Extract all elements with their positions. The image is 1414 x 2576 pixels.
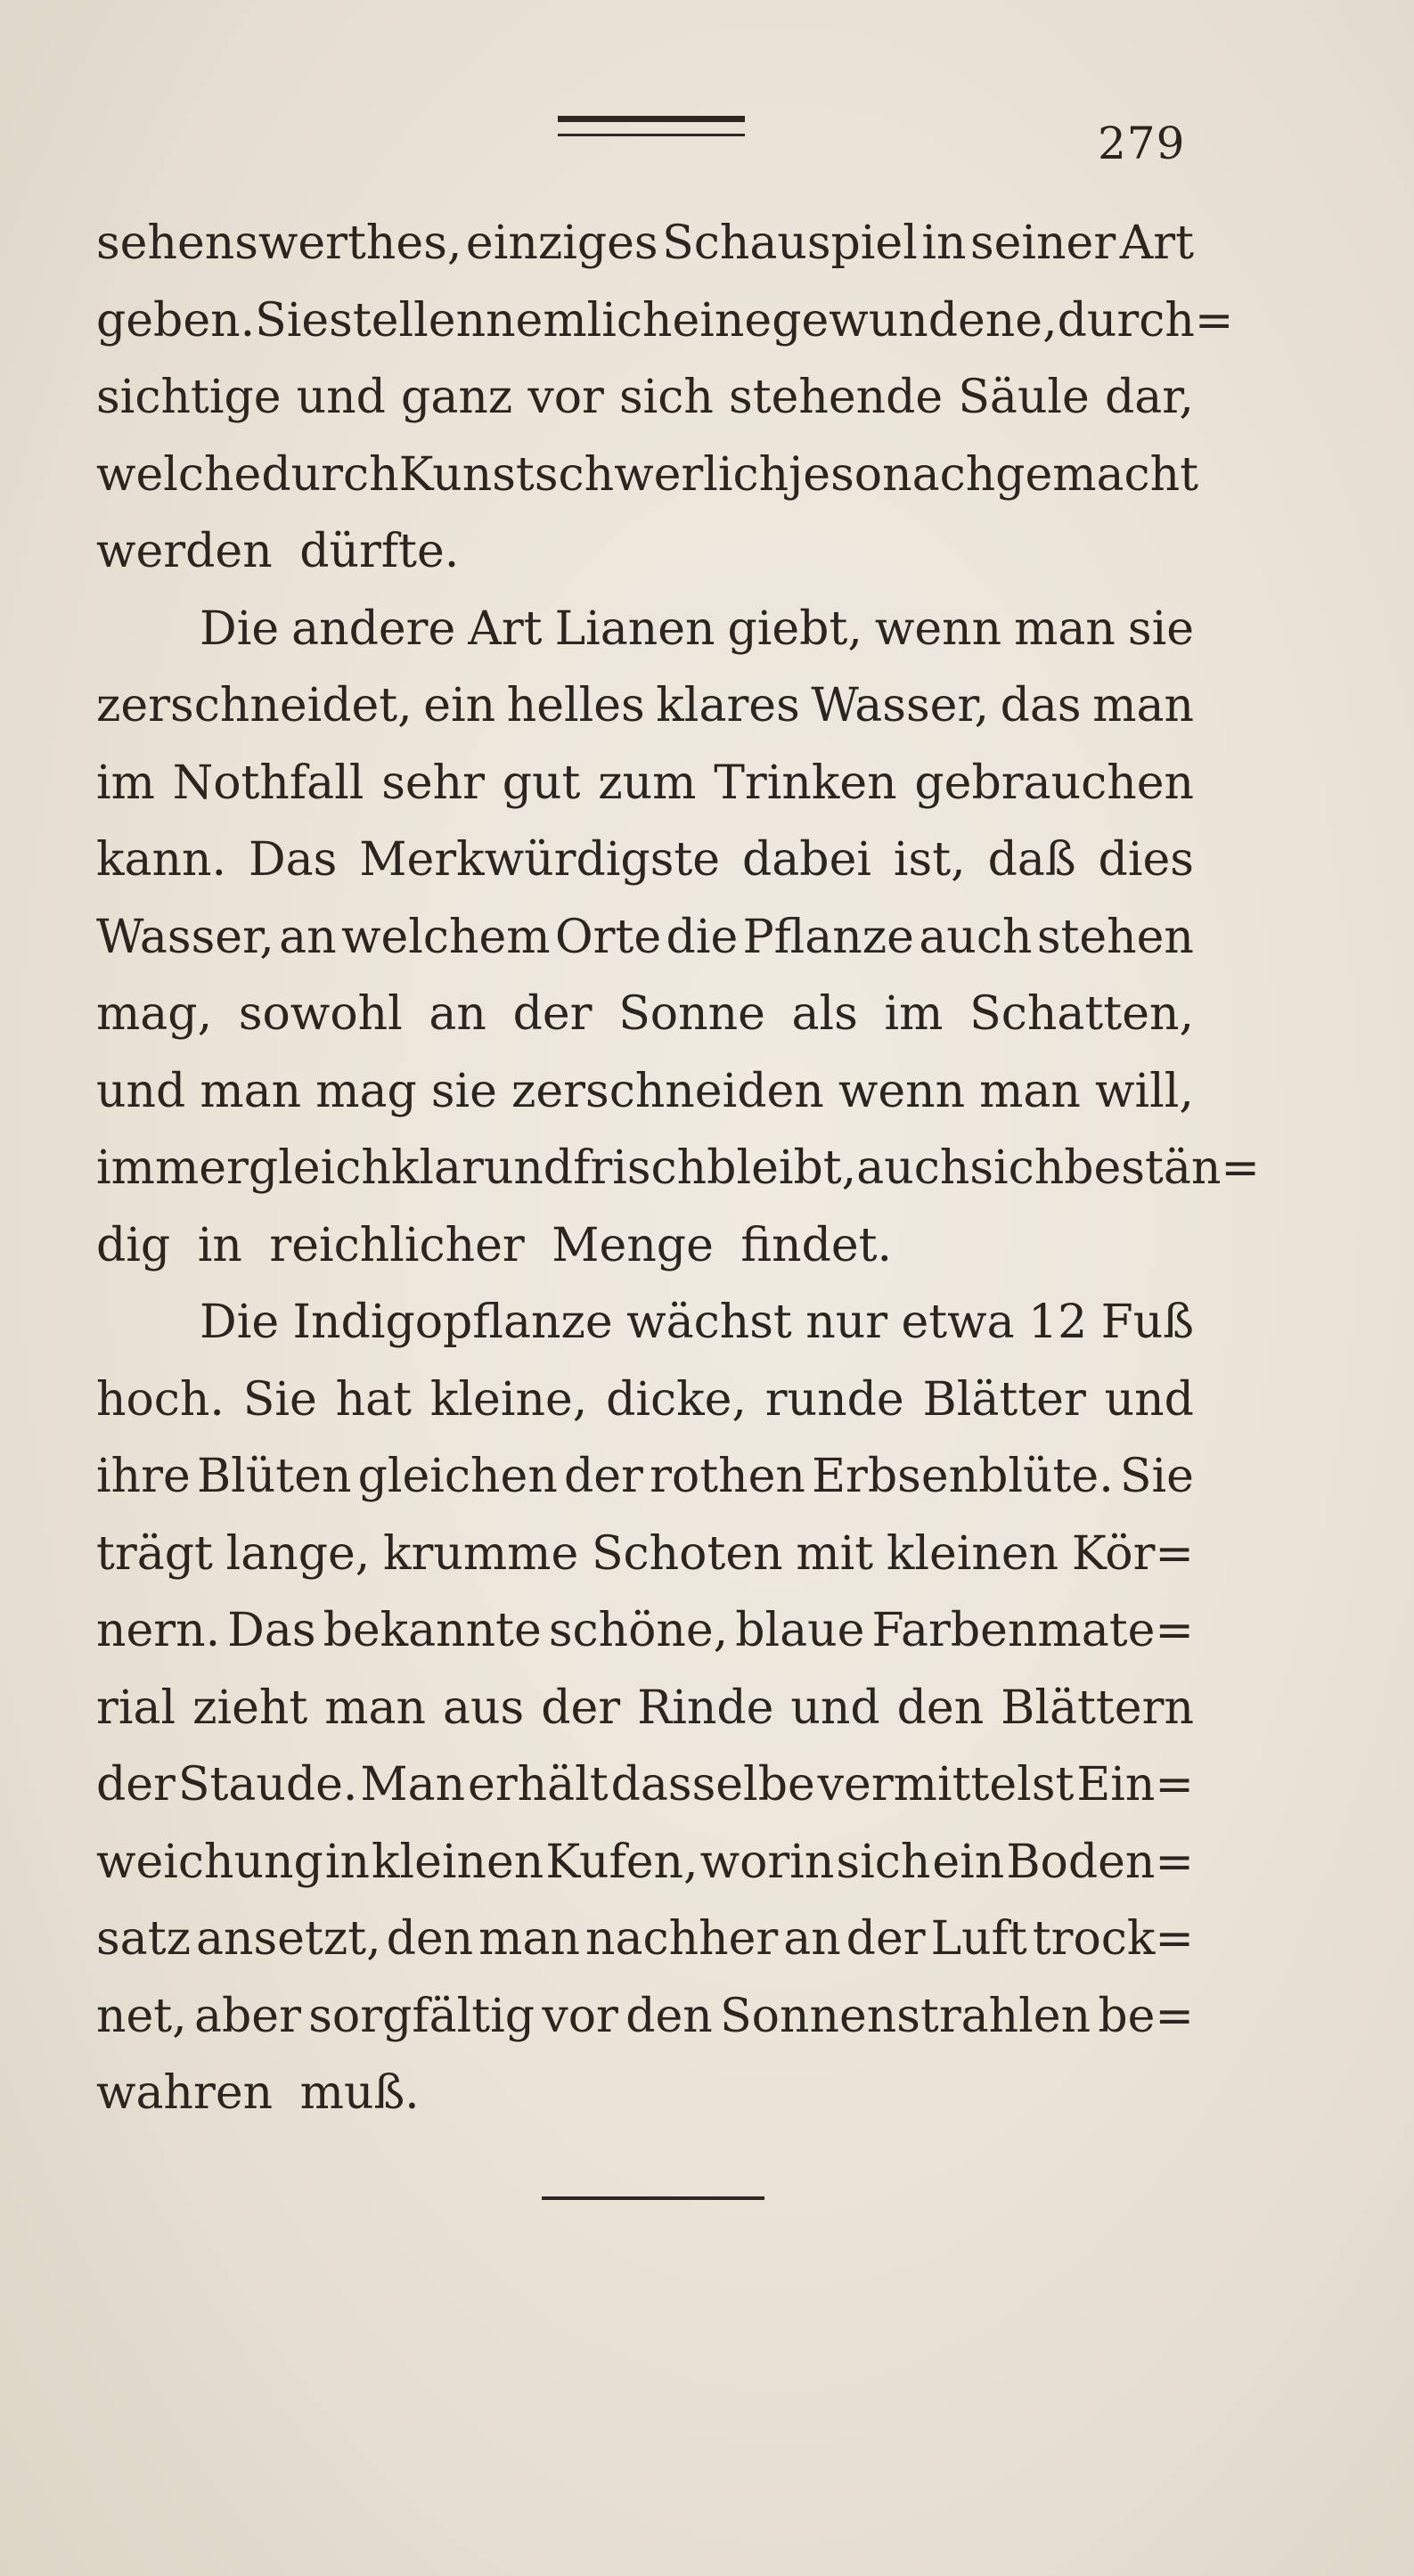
text-line: net, aber sorgfältig vor den Sonnenstrahlen be= bbox=[96, 1989, 1194, 2043]
text-line: trägt lange, krumme Schoten mit kleinen Kör= bbox=[96, 1526, 1194, 1581]
text-line: mag, sowohl an der Sonne als im Schatten, bbox=[96, 987, 1194, 1041]
text-line: satz ansetzt, den man nachher an der Luft trock= bbox=[96, 1912, 1194, 1966]
text-line: ihre Blüten gleichen der rothen Erbsenblüte. Sie bbox=[96, 1450, 1194, 1503]
text-line: immer gleich klar und frisch bleibt, auch sich bestän= bbox=[96, 1141, 1260, 1195]
text-line: im Nothfall sehr gut zum Trinken gebrauchen bbox=[96, 756, 1194, 810]
text-line: nern. Das bekannte schöne, blaue Farbenmate= bbox=[96, 1604, 1194, 1657]
text-line: der Staude. Man erhält dasselbe vermittelst Ein= bbox=[96, 1758, 1194, 1811]
text-line: weichung in kleinen Kufen, worin sich ein Boden= bbox=[96, 1835, 1194, 1889]
text-line: Die andere Art Lianen giebt, wenn man sie bbox=[200, 601, 1194, 656]
text-line: und man mag sie zerschneiden wenn man will, bbox=[96, 1064, 1194, 1118]
page-number: 279 bbox=[1098, 118, 1186, 169]
text-line: werden dürfte. bbox=[96, 525, 460, 578]
text-line: Wasser, an welchem Orte die Pflanze auch stehen bbox=[96, 910, 1194, 964]
text-line: rial zieht man aus der Rinde und den Blättern bbox=[96, 1681, 1194, 1735]
text-line: zerschneidet, ein helles klares Wasser, das man bbox=[96, 679, 1194, 732]
text-line: welche durch Kunst schwerlich je so nachgemacht bbox=[96, 447, 1199, 502]
text-line: sehenswerthes, einziges Schauspiel in seiner Art bbox=[96, 217, 1194, 270]
footer-rule bbox=[542, 2196, 764, 2200]
text-line: dig in reichlicher Menge findet. bbox=[96, 1218, 893, 1272]
text-line: sichtige und ganz vor sich stehende Säule dar, bbox=[96, 371, 1194, 424]
header-rule-thin bbox=[558, 134, 745, 136]
text-line: Die Indigopflanze wächst nur etwa 12 Fuß bbox=[200, 1296, 1194, 1349]
text-line: hoch. Sie hat kleine, dicke, runde Blätter und bbox=[96, 1372, 1194, 1427]
text-line: geben. Sie stellen nemlich eine gewundene, durch= bbox=[96, 293, 1234, 348]
text-line: wahren muß. bbox=[96, 2066, 420, 2120]
body-text bbox=[96, 205, 1260, 2132]
header-rule bbox=[558, 116, 745, 122]
text-line: kann. Das Merkwürdigste dabei ist, daß dies bbox=[96, 833, 1194, 887]
